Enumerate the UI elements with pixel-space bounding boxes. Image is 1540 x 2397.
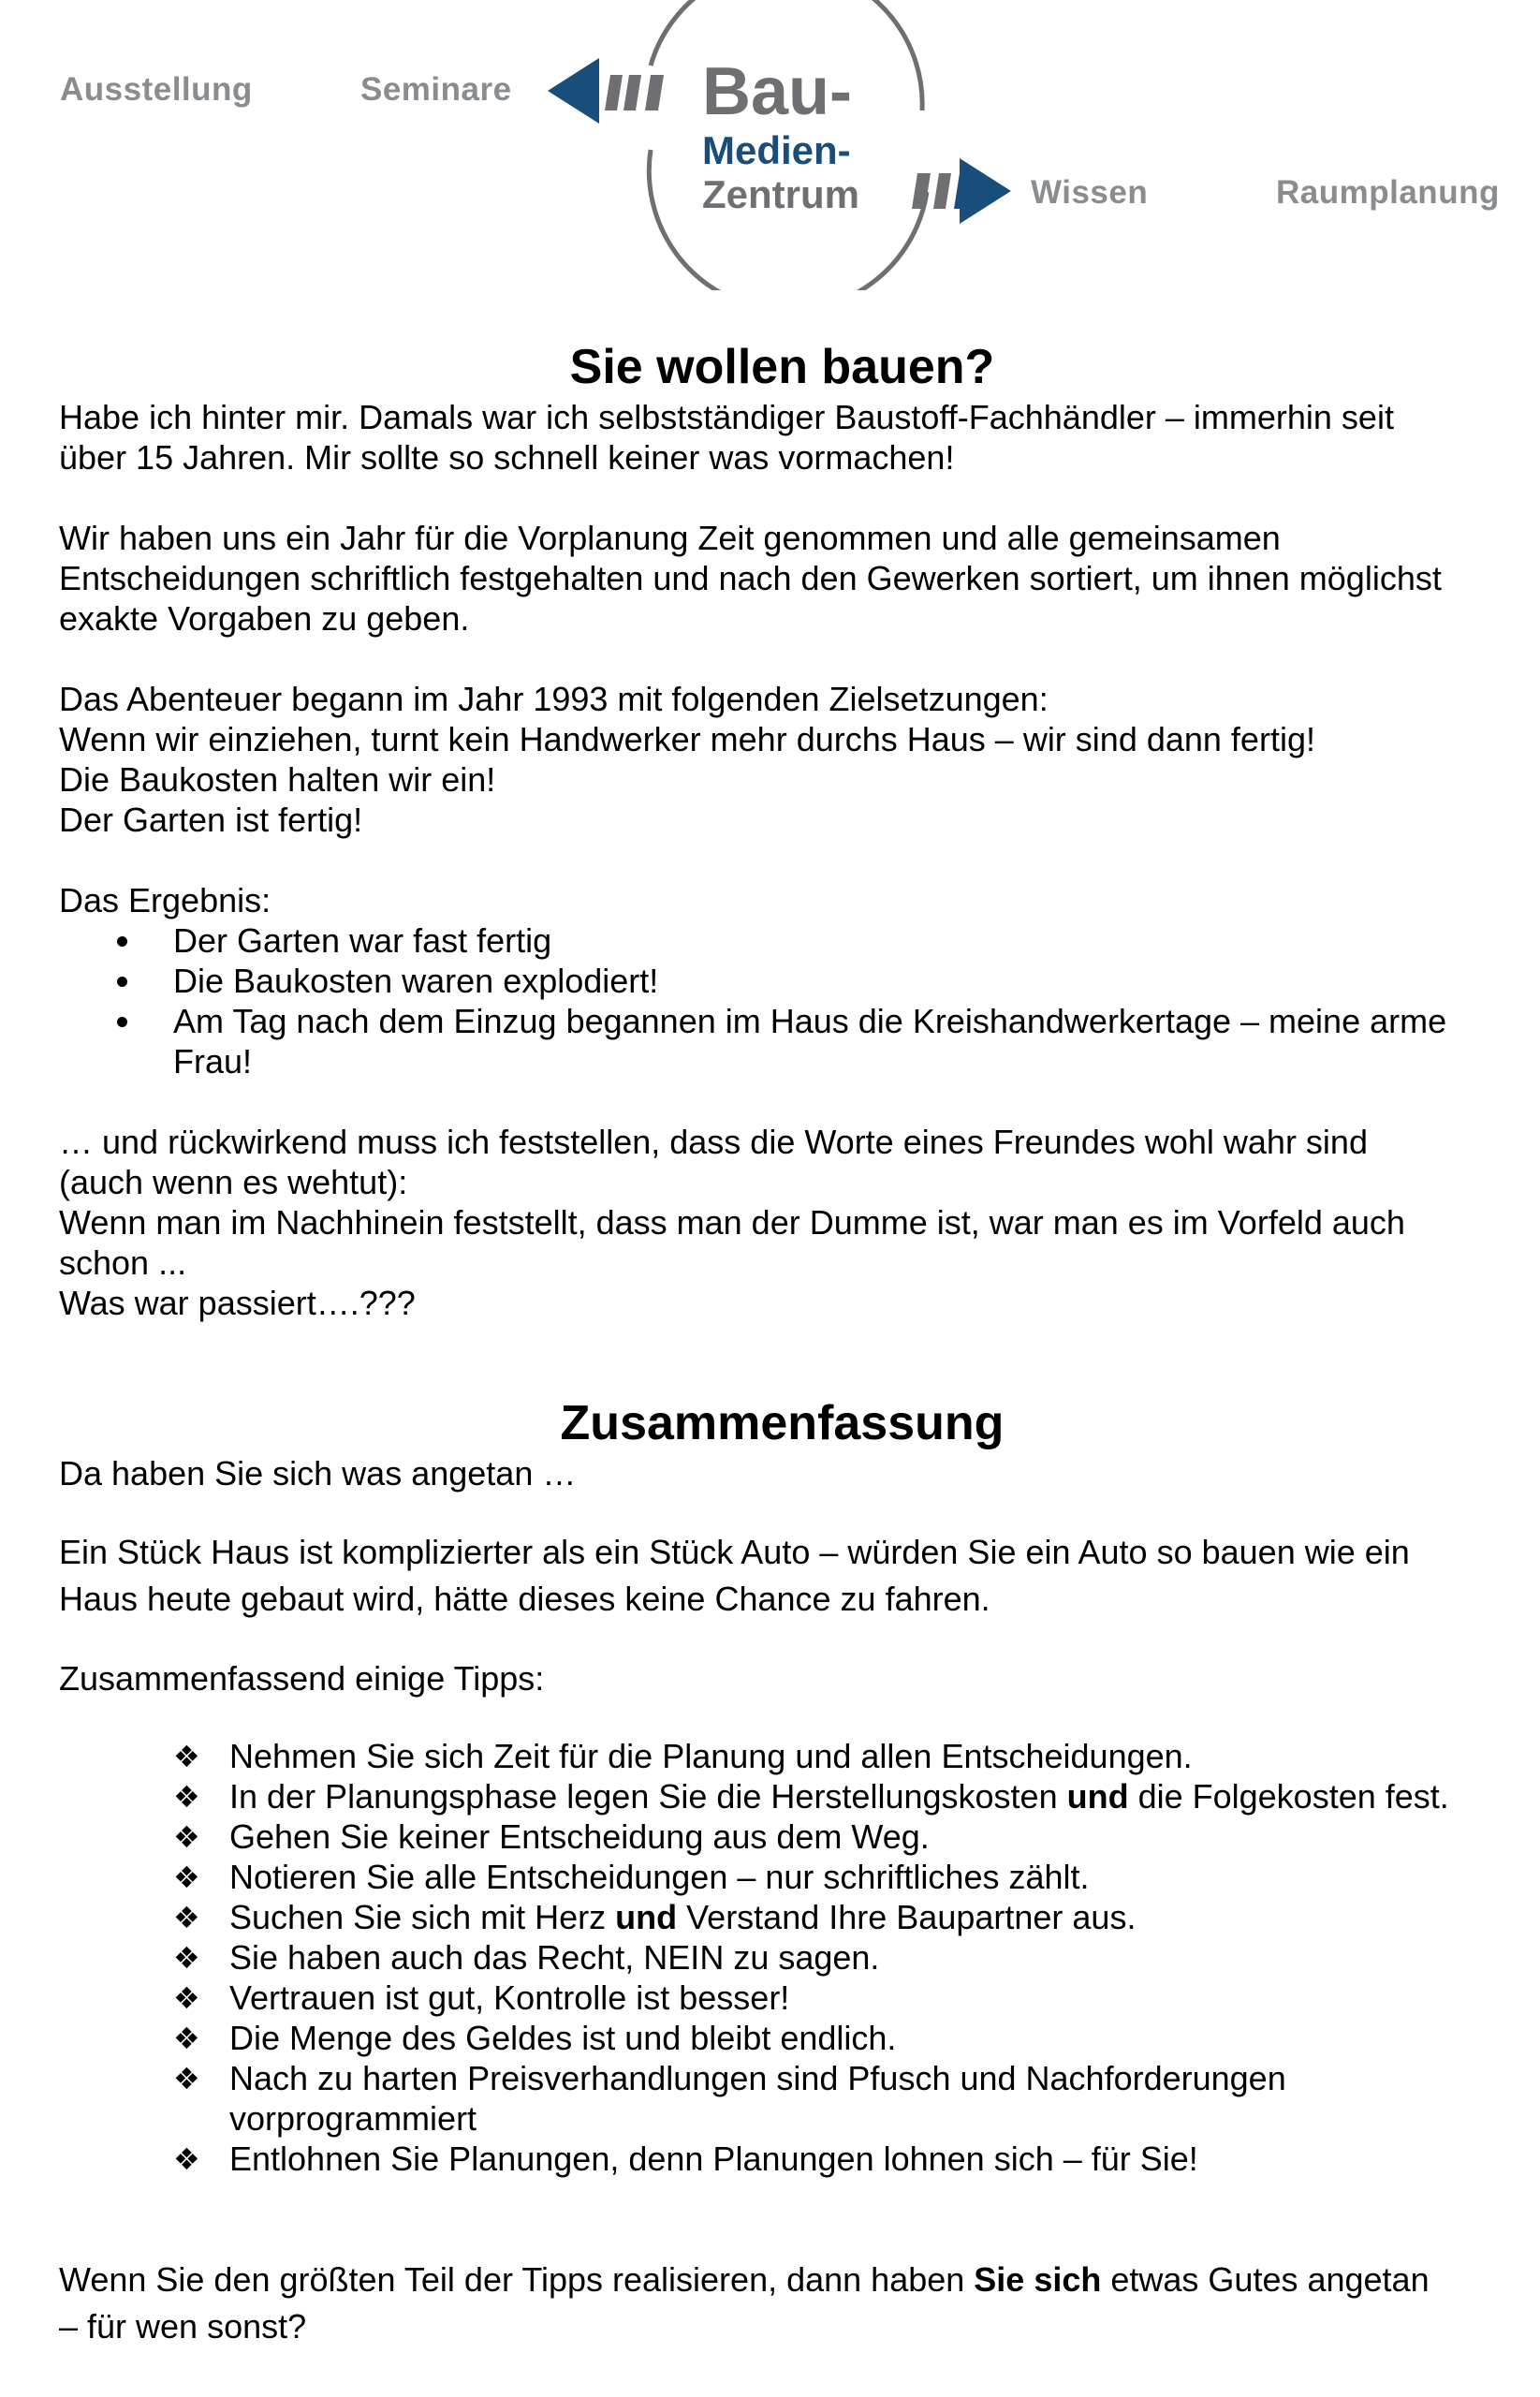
- logo-bar: [933, 173, 951, 209]
- list-item: ❖ Gehen Sie keiner Entscheidung aus dem Weg.: [173, 1817, 930, 1856]
- paragraph-rueckwirkend: [59, 1122, 1505, 1323]
- paragraph-zielsetzungen: [59, 679, 1505, 840]
- text-line: Ein Stück Haus ist komplizierter als ein Stück Auto – würden Sie ein Auto so bauen wie ein: [59, 1533, 1410, 1571]
- list-item: ❖ Vertrauen ist gut, Kontrolle ist besser!: [173, 1978, 790, 2017]
- text-line: Habe ich hinter mir. Damals war ich selbstständiger Baustoff-Fachhändler – immerhin seit: [59, 398, 1394, 436]
- tips-list: [59, 1736, 1505, 2179]
- text-line: Wenn man im Nachhinein feststellt, dass man der Dumme ist, war man es im Vorfeld auch: [59, 1203, 1405, 1242]
- text-line: Das Abenteuer begann im Jahr 1993 mit folgenden Zielsetzungen:: [59, 680, 1049, 718]
- list-item: ❖ Nehmen Sie sich Zeit für die Planung und allen Entscheidungen.: [173, 1737, 1193, 1775]
- text-line: schon ...: [59, 1243, 187, 1282]
- document-body: [59, 337, 1505, 2350]
- text-line: Der Garten ist fertig!: [59, 801, 363, 839]
- text-line: Entscheidungen schriftlich festgehalten und nach den Gewerken sortiert, um ihnen möglichst: [59, 559, 1442, 597]
- bullet-icon: [117, 977, 127, 987]
- bau-medien-zentrum-logo[interactable]: [548, 0, 1025, 290]
- nav-seminare[interactable]: Seminare: [360, 71, 512, 108]
- list-item: ❖ Suchen Sie sich mit Herz und Verstand Ihre Baupartner aus.: [173, 1898, 1137, 1936]
- diamond-bullet-icon: ❖: [173, 2021, 200, 2056]
- logo-text-medien: Medien-: [702, 128, 851, 172]
- logo-text-bau: Bau-: [702, 54, 852, 129]
- left-arrow-icon: [548, 58, 599, 124]
- list-item-text: Frau!: [173, 1042, 253, 1081]
- diamond-bullet-icon: ❖: [173, 2141, 200, 2177]
- list-item: ❖ Die Menge des Geldes ist und bleibt endlich.: [173, 2019, 897, 2057]
- tips-label: Zusammenfassend einige Tipps:: [59, 1659, 545, 1698]
- diamond-bullet-icon: ❖: [173, 1779, 200, 1815]
- diamond-bullet-icon: ❖: [173, 1860, 200, 1895]
- logo-text-zentrum: Zentrum: [702, 172, 859, 216]
- paragraph-vorplanung: [59, 518, 1505, 639]
- result-list: [59, 920, 1505, 1081]
- logo-bar: [623, 75, 641, 110]
- diamond-bullet-icon: ❖: [173, 1739, 200, 1774]
- section-title-sie-wollen-bauen: Sie wollen bauen?: [569, 340, 995, 394]
- list-item-text: Die Baukosten waren explodiert!: [173, 962, 659, 1000]
- nav-wissen[interactable]: Wissen: [1031, 174, 1149, 211]
- paragraph-angetan: Da haben Sie sich was angetan …: [59, 1454, 577, 1493]
- paragraph-intro: [59, 397, 1505, 478]
- text-line: über 15 Jahren. Mir sollte so schnell keiner was vormachen!: [59, 438, 955, 477]
- logo-bar: [645, 75, 664, 110]
- text-line: Wenn wir einziehen, turnt kein Handwerker mehr durchs Haus – wir sind dann fertig!: [59, 720, 1315, 758]
- logo-bar: [912, 173, 931, 209]
- list-item-text: Der Garten war fast fertig: [173, 921, 552, 960]
- right-arrow-icon: [960, 158, 1011, 224]
- diamond-bullet-icon: ❖: [173, 1819, 200, 1855]
- list-item: [59, 1001, 1505, 1081]
- nav-ausstellung[interactable]: Ausstellung: [60, 71, 253, 108]
- diamond-bullet-icon: ❖: [173, 2061, 200, 2096]
- logo-bar: [605, 75, 623, 110]
- nav-raumplanung[interactable]: Raumplanung: [1276, 174, 1500, 211]
- paragraph-auto: [59, 1529, 1505, 1623]
- list-item-text: Am Tag nach dem Einzug begannen im Haus die Kreishandwerkertage – meine arme: [173, 1002, 1447, 1040]
- text-line: … und rückwirkend muss ich feststellen, dass die Worte eines Freundes wohl wahr sind: [59, 1123, 1368, 1161]
- diamond-bullet-icon: ❖: [173, 1900, 200, 1935]
- text-line: Was war passiert….???: [59, 1284, 416, 1322]
- bullet-icon: [117, 936, 127, 947]
- text-line: Die Baukosten halten wir ein!: [59, 760, 496, 799]
- diamond-bullet-icon: ❖: [173, 1940, 200, 1976]
- bullet-icon: [117, 1017, 127, 1027]
- paragraph-closing: Wenn Sie den größten Teil der Tipps realisieren, dann haben Sie sich etwas Gutes angetan – für wen sonst?: [59, 2260, 1430, 2346]
- list-item: ❖ Nach zu harten Preisverhandlungen sind Pfusch und Nachforderungen vorprogrammiert: [173, 2059, 1286, 2138]
- section-title-zusammenfassung: Zusammenfassung: [560, 1396, 1005, 1450]
- text-line: Wir haben uns ein Jahr für die Vorplanung Zeit genommen und alle gemeinsamen: [59, 519, 1281, 557]
- list-item: ❖ Entlohnen Sie Planungen, denn Planungen lohnen sich – für Sie!: [173, 2140, 1198, 2178]
- list-item: ❖ In der Planungsphase legen Sie die Herstellungskosten und die Folgekosten fest.: [173, 1777, 1449, 1816]
- list-item: ❖ Notieren Sie alle Entscheidungen – nur schriftliches zählt.: [173, 1858, 1090, 1896]
- list-item: [59, 961, 1505, 1001]
- diamond-bullet-icon: ❖: [173, 1980, 200, 2016]
- text-line: exakte Vorgaben zu geben.: [59, 599, 470, 638]
- text-line: (auch wenn es wehtut):: [59, 1163, 408, 1201]
- list-item: [59, 920, 1505, 961]
- result-label: Das Ergebnis:: [59, 881, 271, 919]
- text-line: Haus heute gebaut wird, hätte dieses keine Chance zu fahren.: [59, 1580, 990, 1618]
- list-item: ❖ Sie haben auch das Recht, NEIN zu sagen.: [173, 1938, 880, 1977]
